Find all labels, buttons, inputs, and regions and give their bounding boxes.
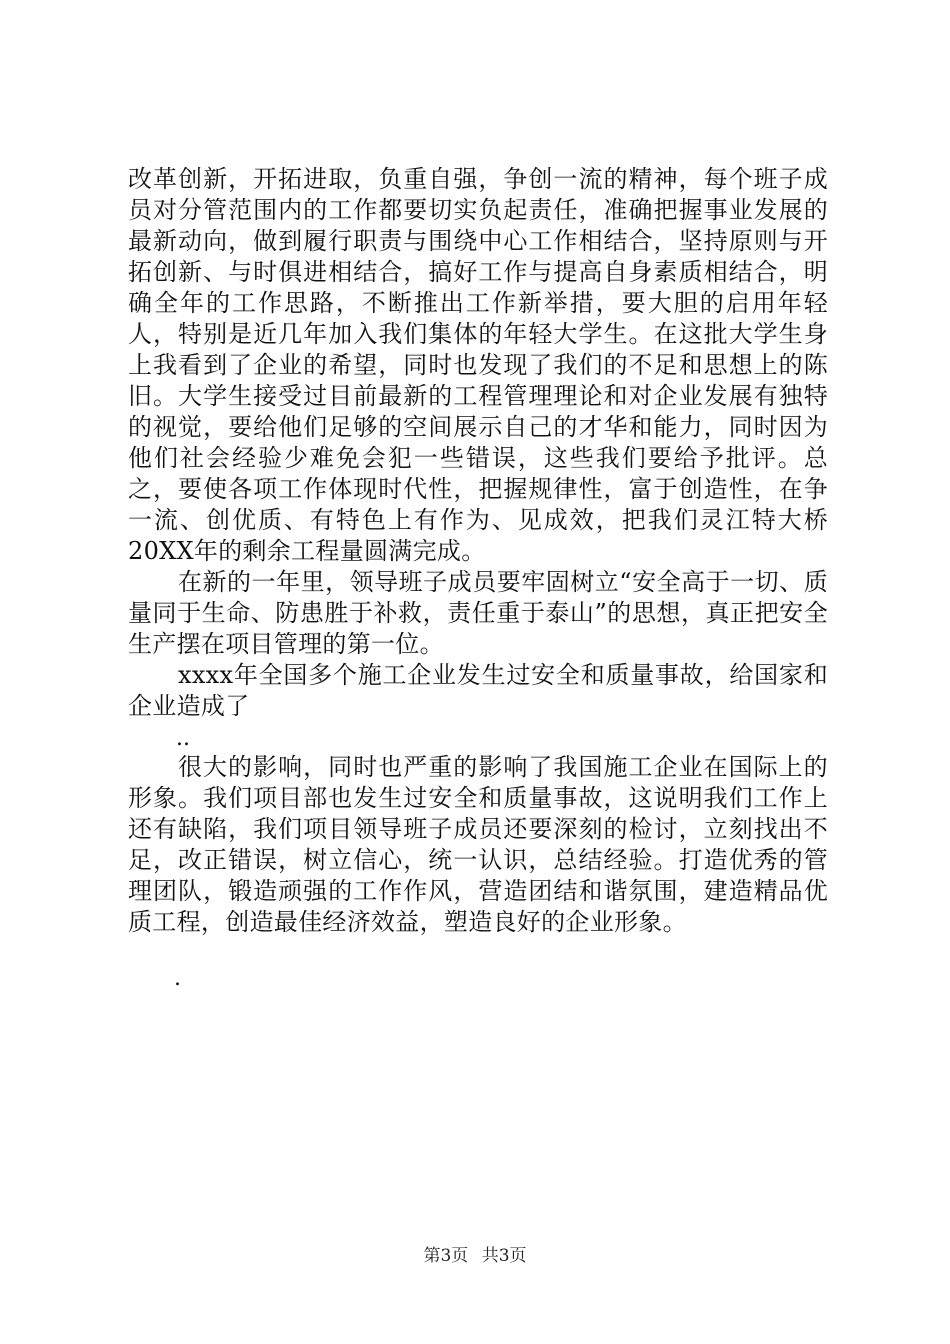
page-number: 第3页: [423, 1246, 469, 1266]
page-footer: [0, 1246, 950, 1266]
separator-dots: ..: [176, 726, 190, 751]
paragraph-accidents: xxxx年全国多个施工企业发生过安全和质量事故，给国家和企业造成了: [128, 661, 828, 720]
page-total: 共3页: [481, 1246, 527, 1266]
paragraph-reform: 改革创新，开拓进取，负重自强，争创一流的精神，每个班子成员对分管范围内的工作都要切实负起责任，准确把握事业发展的最新动向，做到履行职责与围绕中心工作相结合，坚持原则与开拓创新、与时俱进相结合，搞好工作与提高自身素质相结合，明确全年的工作思路，不断推出工作新举措，要大胆的启用年轻人，特别是近几年加入我们集体的年轻大学生。在这批大学生身上我看到了企业的希望，同时也发现了我们的不足和思想上的陈旧。大学生接受过目前最新的工程管理理论和对企业发展有独特的视觉，要给他们足够的空间展示自己的才华和能力，同时因为他们社会经验少难免会犯一些错误，这些我们要给予批评。总之，要使各项工作体现时代性，把握规律性，富于创造性，在争一流、创优质、有特色上有作为、见成效，把我们灵江特大桥20XX年的剩余工程量圆满完成。: [128, 165, 828, 565]
paragraph-impact: 很大的影响，同时也严重的影响了我国施工企业在国际上的形象。我们项目部也发生过安全和质量事故，这说明我们工作上还有缺陷，我们项目领导班子成员还要深刻的检讨，立刻找出不足，改正错误，树立信心，统一认识，总结经验。打造优秀的管理团队，锻造顽强的工作作风，营造团结和谐氛围，建造精品优质工程，创造最佳经济效益，塑造良好的企业形象。: [128, 753, 828, 936]
body-text: [128, 164, 828, 938]
trailing-dot: .: [174, 966, 181, 991]
paragraph-safety: 在新的一年里，领导班子成员要牢固树立“安全高于一切、质量同于生命、防患胜于补救，责任重于泰山”的思想，真正把安全生产摆在项目管理的第一位。: [128, 568, 828, 658]
